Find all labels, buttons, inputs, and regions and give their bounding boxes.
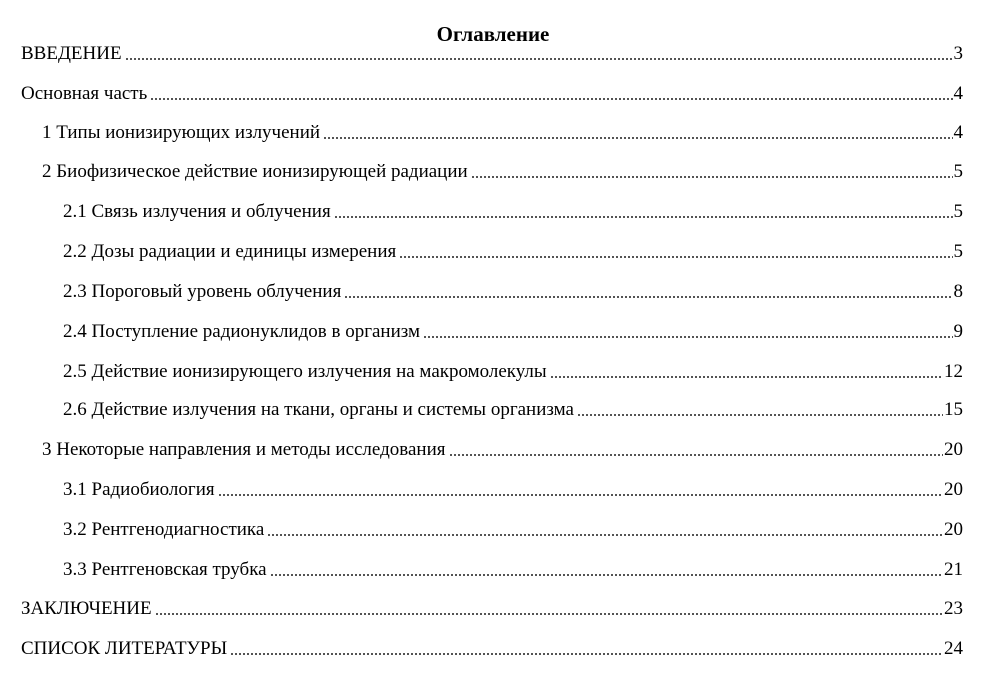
toc-dot-leader bbox=[577, 414, 943, 416]
toc-entry-section-2-1[interactable] bbox=[63, 200, 963, 224]
toc-entry-text: 3.2 Рентгенодиагностика bbox=[63, 519, 265, 540]
toc-dot-leader bbox=[155, 613, 943, 615]
toc-entry-text: ЗАКЛЮЧЕНИЕ bbox=[21, 598, 152, 619]
toc-entry-section-3-3[interactable] bbox=[63, 558, 963, 582]
toc-entry-text: СПИСОК ЛИТЕРАТУРЫ bbox=[21, 638, 228, 659]
toc-page-number: 20 bbox=[944, 479, 963, 500]
toc-dot-leader bbox=[399, 256, 952, 258]
toc-entry-section-2-4[interactable] bbox=[63, 320, 963, 344]
toc-entry-section-3-1[interactable] bbox=[63, 478, 963, 502]
toc-dot-leader bbox=[323, 137, 952, 139]
toc-page-number: 4 bbox=[953, 83, 963, 104]
toc-entry-text: 1 Типы ионизирующих излучений bbox=[42, 122, 321, 143]
toc-entry-section-3-2[interactable] bbox=[63, 518, 963, 542]
toc-entry-section-2-3[interactable] bbox=[63, 280, 963, 304]
toc-dot-leader bbox=[471, 176, 953, 178]
toc-page-number: 8 bbox=[953, 281, 963, 302]
toc-page-number: 9 bbox=[953, 321, 963, 342]
toc-dot-leader bbox=[270, 574, 943, 576]
toc-entry-text: Основная часть bbox=[21, 83, 148, 104]
toc-entry-section-1[interactable] bbox=[42, 121, 963, 145]
toc-dot-leader bbox=[344, 296, 952, 298]
toc-entry-text: 2.6 Действие излучения на ткани, органы и системы организма bbox=[63, 399, 574, 420]
toc-entry-text: 2.2 Дозы радиации и единицы измерения bbox=[63, 241, 397, 262]
toc-dot-leader bbox=[449, 454, 944, 456]
toc-entry-text: 2.1 Связь излучения и облучения bbox=[63, 201, 331, 222]
toc-dot-leader bbox=[267, 534, 943, 536]
toc-entry-text: 2.3 Пороговый уровень облучения bbox=[63, 281, 342, 302]
toc-entry-text: ВВЕДЕНИЕ bbox=[21, 43, 122, 64]
toc-dot-leader bbox=[150, 98, 952, 100]
toc-page-number: 20 bbox=[944, 519, 963, 540]
toc-page-number: 23 bbox=[944, 598, 963, 619]
toc-dot-leader bbox=[230, 653, 943, 655]
toc-entry-text: 2 Биофизическое действие ионизирующей радиации bbox=[42, 161, 468, 182]
toc-page-number: 3 bbox=[953, 43, 963, 64]
toc-entry-section-2[interactable] bbox=[42, 160, 963, 184]
toc-dot-leader bbox=[125, 58, 953, 60]
toc-page-number: 15 bbox=[944, 399, 963, 420]
toc-page-number: 5 bbox=[953, 241, 963, 262]
toc-dot-leader bbox=[218, 494, 943, 496]
toc-entry-text: 3.3 Рентгеновская трубка bbox=[63, 559, 267, 580]
toc-dot-leader bbox=[550, 376, 943, 378]
toc-entry-main-part[interactable] bbox=[21, 82, 963, 106]
toc-entry-references[interactable] bbox=[21, 637, 963, 661]
toc-entry-text: 3 Некоторые направления и методы исследования bbox=[42, 439, 446, 460]
toc-page-number: 5 bbox=[953, 201, 963, 222]
toc-title: Оглавление bbox=[436, 22, 550, 47]
toc-dot-leader bbox=[423, 336, 952, 338]
toc-page-number: 20 bbox=[944, 439, 963, 460]
toc-entry-section-2-2[interactable] bbox=[63, 240, 963, 264]
toc-entry-introduction[interactable] bbox=[21, 42, 963, 66]
toc-page-number: 4 bbox=[953, 122, 963, 143]
toc-entry-text: 2.4 Поступление радионуклидов в организм bbox=[63, 321, 421, 342]
toc-entry-text: 3.1 Радиобиология bbox=[63, 479, 215, 500]
toc-entry-section-2-5[interactable] bbox=[63, 360, 963, 384]
toc-entry-text: 2.5 Действие ионизирующего излучения на макромолекулы bbox=[63, 361, 547, 382]
toc-entry-section-3[interactable] bbox=[42, 438, 963, 462]
toc-entry-section-2-6[interactable] bbox=[63, 398, 963, 422]
toc-page-number: 24 bbox=[944, 638, 963, 659]
toc-page-number: 21 bbox=[944, 559, 963, 580]
toc-page-number: 5 bbox=[953, 161, 963, 182]
toc-entry-conclusion[interactable] bbox=[21, 597, 963, 621]
toc-dot-leader bbox=[334, 216, 953, 218]
toc-page-number: 12 bbox=[944, 361, 963, 382]
